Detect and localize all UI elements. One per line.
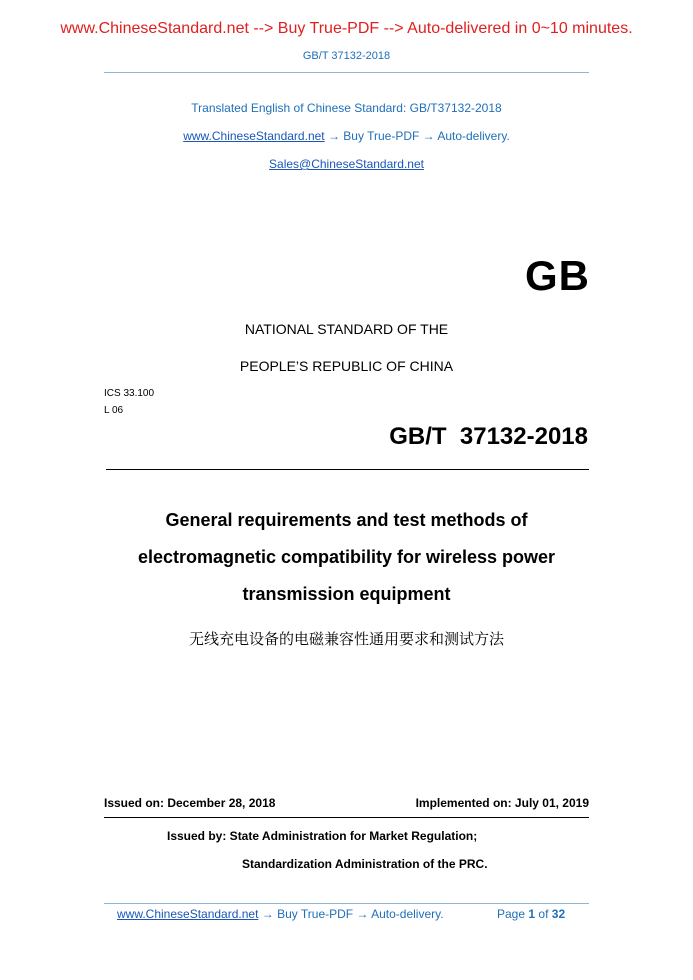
issue-rule: [104, 817, 589, 818]
header-code: GB/T 37132-2018: [302, 50, 391, 62]
ics-code: ICS 33.100: [104, 388, 155, 399]
class-code: L 06: [104, 405, 124, 416]
promo-text: → Buy True-PDF → Auto-delivery.: [324, 129, 510, 143]
footer-rule: [104, 903, 589, 904]
gb-mark: GB: [525, 252, 590, 299]
top-banner[interactable]: www.ChineseStandard.net --> Buy True-PDF --> Auto-delivered in 0~10 minutes.: [60, 20, 633, 37]
title-line-2: electromagnetic compatibility for wireless power: [137, 547, 556, 567]
promo-line: [0, 129, 693, 143]
page-total: 32: [551, 907, 566, 921]
issued-by-1: Issued by: State Administration for Market Regulation;: [167, 829, 478, 843]
translated-line: Translated English of Chinese Standard: GB/T37132-2018: [191, 101, 502, 115]
title-line-3: transmission equipment: [242, 584, 451, 604]
header-rule: [104, 72, 589, 73]
standard-rule: [106, 469, 589, 470]
footer-promo: [117, 907, 444, 921]
page-indicator: [497, 907, 565, 921]
national-line-2: PEOPLE’S REPUBLIC OF CHINA: [239, 358, 454, 374]
page-label: Page: [497, 907, 526, 921]
issued-on: Issued on: December 28, 2018: [104, 796, 276, 810]
footer-link[interactable]: www.ChineseStandard.net: [117, 907, 259, 921]
implemented-on: Implemented on: July 01, 2019: [415, 796, 589, 810]
chinese-title: 无线充电设备的电磁兼容性通用要求和测试方法: [188, 630, 504, 648]
standard-number: GB/T 37132-2018: [389, 423, 588, 450]
title-line-1: General requirements and test methods of: [165, 510, 528, 530]
footer-text: → Buy True-PDF → Auto-delivery.: [258, 907, 444, 921]
issued-by-2: Standardization Administration of the PRC.: [242, 857, 488, 871]
promo-link[interactable]: www.ChineseStandard.net: [183, 129, 325, 143]
national-line-1: NATIONAL STANDARD OF THE: [244, 321, 449, 337]
of-label: of: [538, 907, 549, 921]
sales-email-link[interactable]: Sales@ChineseStandard.net: [269, 157, 424, 171]
sales-line: [0, 157, 693, 171]
page-number: 1: [528, 907, 536, 921]
